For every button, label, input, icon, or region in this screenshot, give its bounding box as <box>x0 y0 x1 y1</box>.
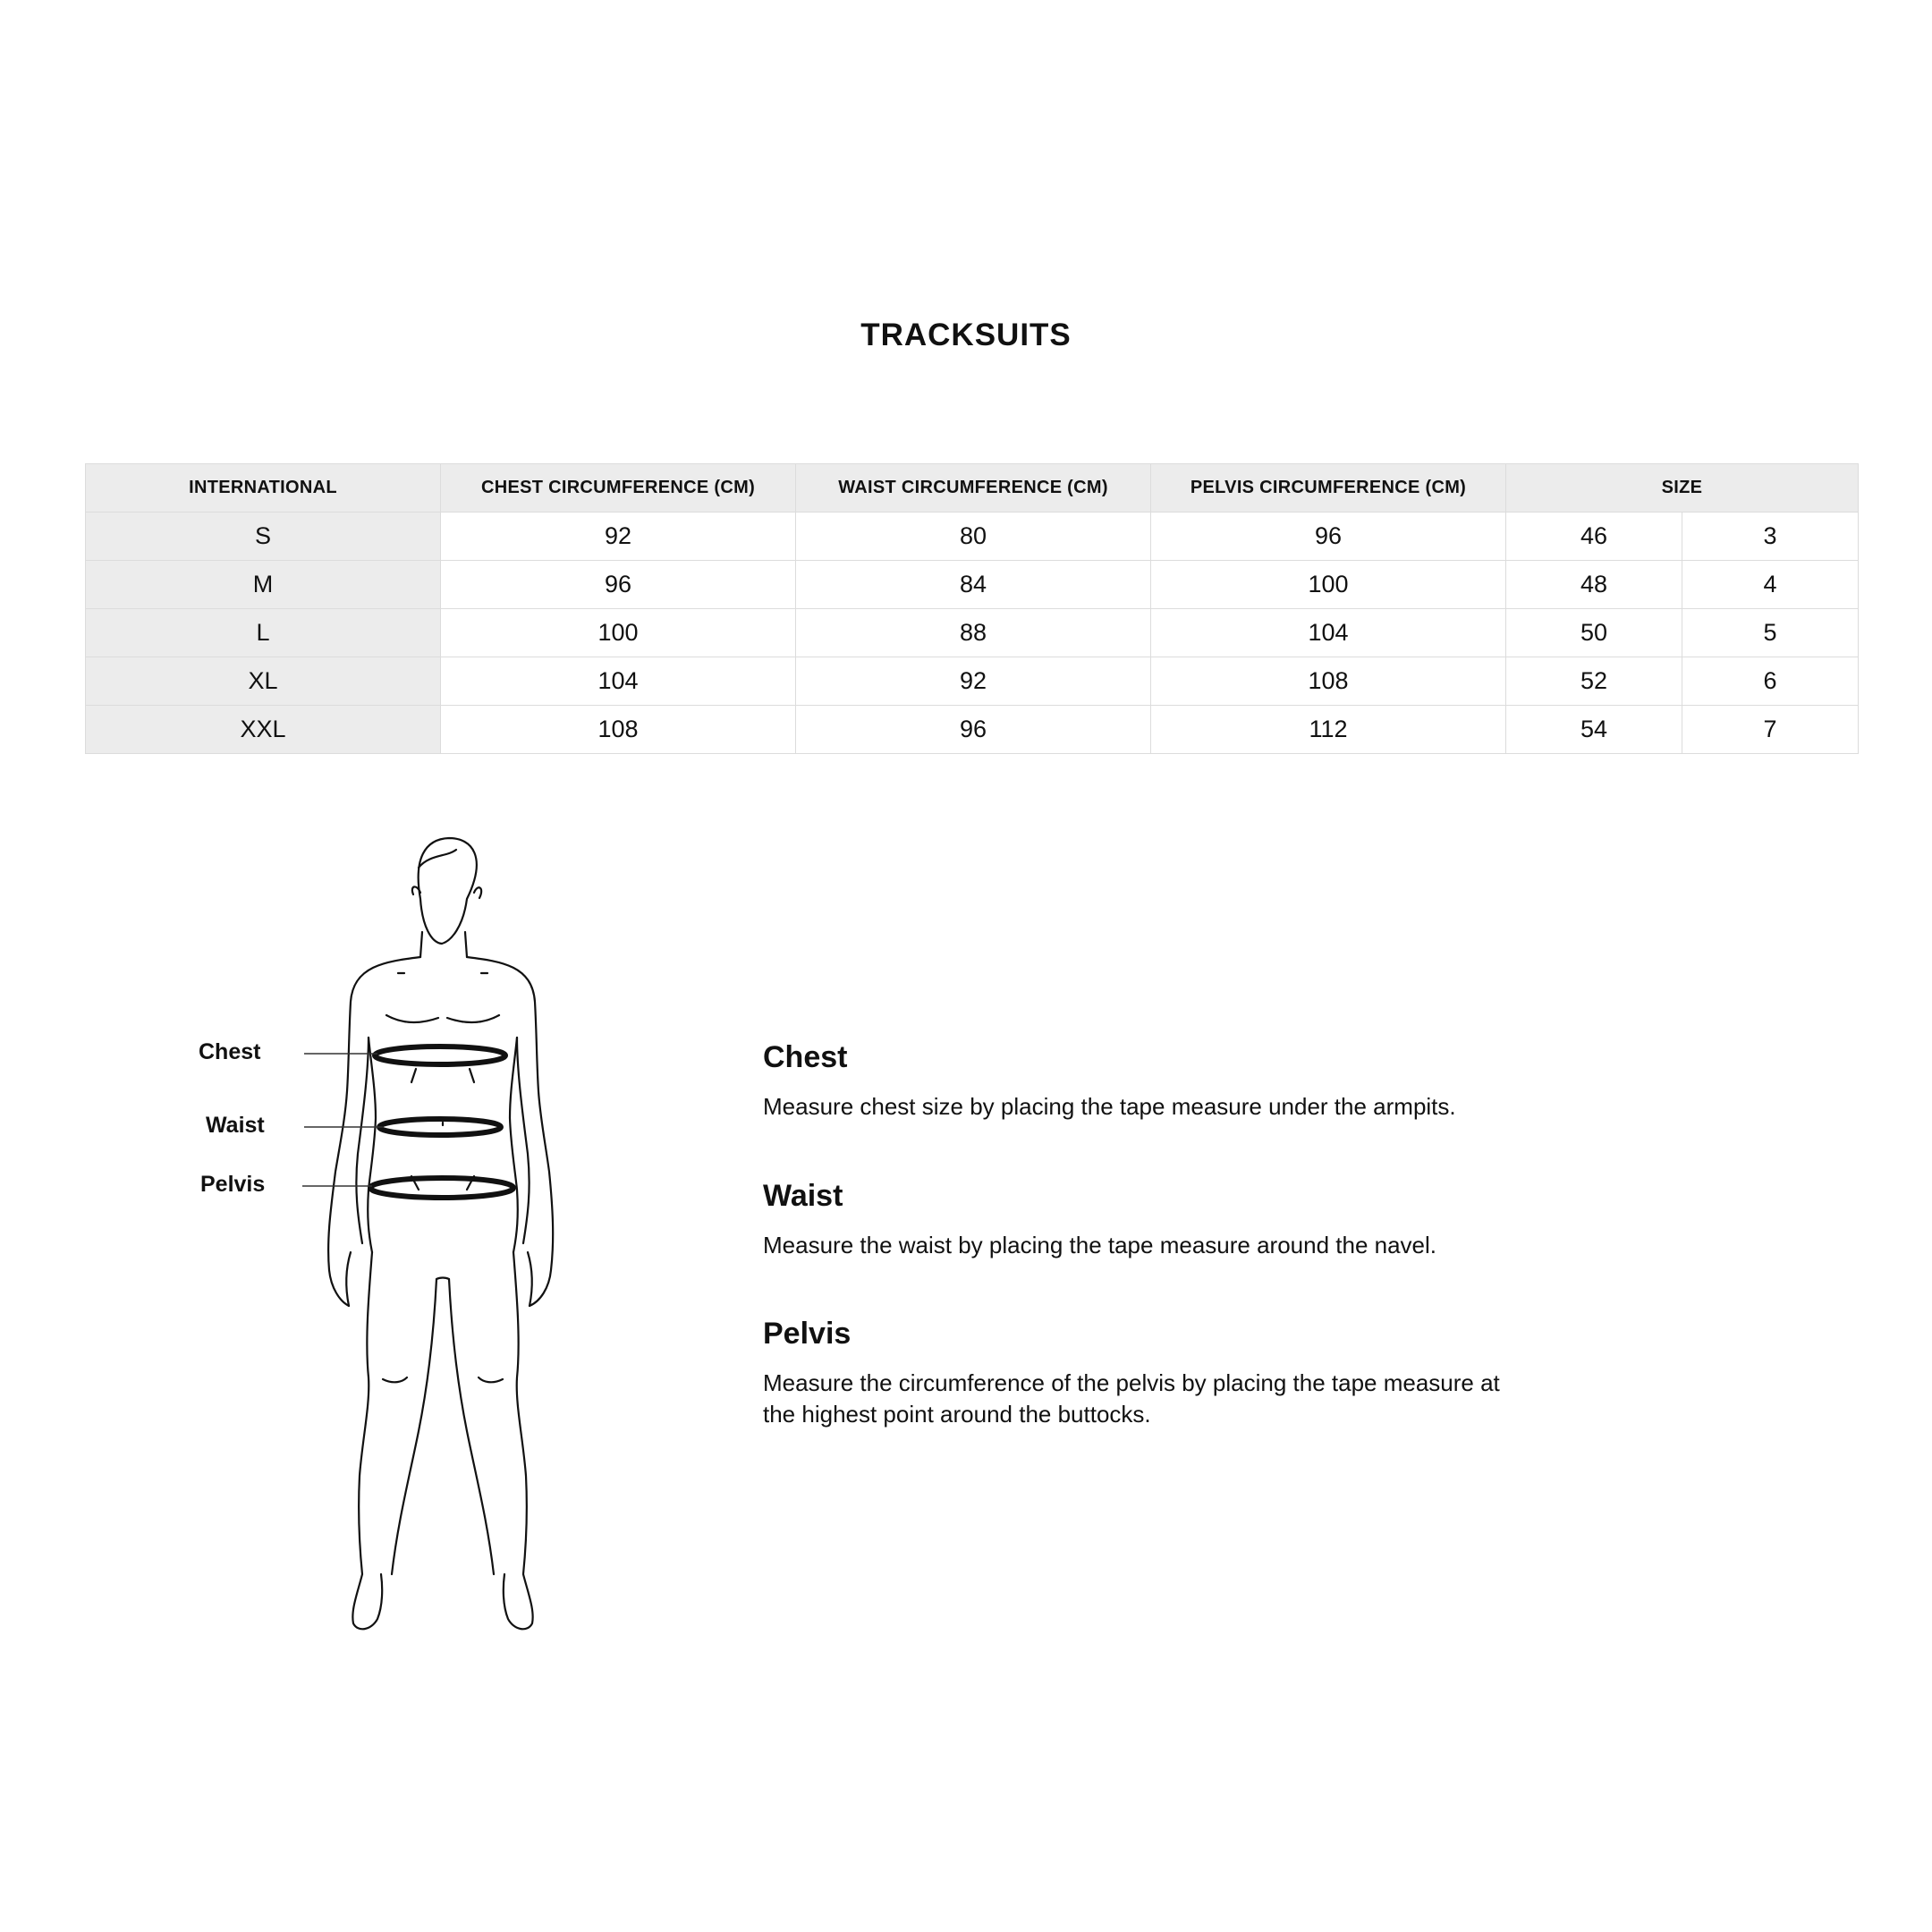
cell-size-num: 4 <box>1682 561 1859 609</box>
cell-waist: 84 <box>796 561 1151 609</box>
table-row <box>86 657 1859 706</box>
human-body-outline-icon <box>179 832 590 1637</box>
table-row <box>86 513 1859 561</box>
table-row <box>86 706 1859 754</box>
cell-international: S <box>86 513 441 561</box>
table-header-row <box>86 464 1859 513</box>
table-row <box>86 561 1859 609</box>
cell-international: L <box>86 609 441 657</box>
cell-chest: 108 <box>441 706 796 754</box>
cell-pelvis: 112 <box>1151 706 1506 754</box>
waist-description <box>763 1179 1657 1261</box>
pelvis-description <box>763 1317 1532 1430</box>
header-pelvis: PELVIS CIRCUMFERENCE (CM) <box>1151 464 1506 513</box>
cell-pelvis: 108 <box>1151 657 1506 706</box>
cell-size-num: 3 <box>1682 513 1859 561</box>
header-size: SIZE <box>1506 464 1859 513</box>
chest-heading: Chest <box>763 1040 848 1074</box>
cell-chest: 104 <box>441 657 796 706</box>
cell-waist: 88 <box>796 609 1151 657</box>
cell-size-num: 5 <box>1682 609 1859 657</box>
cell-size-num: 7 <box>1682 706 1859 754</box>
chest-description <box>763 1040 1657 1123</box>
cell-international: XL <box>86 657 441 706</box>
cell-size-eu: 54 <box>1506 706 1682 754</box>
table-row <box>86 609 1859 657</box>
pelvis-text: Measure the circumference of the pelvis by placing the tape measure at the highest point around the buttocks. <box>763 1369 1500 1428</box>
chest-text: Measure chest size by placing the tape measure under the armpits. <box>763 1093 1456 1120</box>
cell-chest: 100 <box>441 609 796 657</box>
cell-waist: 80 <box>796 513 1151 561</box>
cell-waist: 92 <box>796 657 1151 706</box>
figure-label-pelvis: Pelvis <box>200 1172 266 1197</box>
cell-size-eu: 48 <box>1506 561 1682 609</box>
cell-size-eu: 46 <box>1506 513 1682 561</box>
cell-pelvis: 104 <box>1151 609 1506 657</box>
cell-international: XXL <box>86 706 441 754</box>
size-chart-table <box>85 463 1859 754</box>
cell-international: M <box>86 561 441 609</box>
page-title: TRACKSUITS <box>860 318 1072 352</box>
pelvis-heading: Pelvis <box>763 1317 852 1351</box>
figure-label-waist: Waist <box>206 1113 265 1138</box>
cell-pelvis: 100 <box>1151 561 1506 609</box>
figure-label-chest: Chest <box>199 1039 261 1064</box>
cell-size-eu: 50 <box>1506 609 1682 657</box>
header-waist: WAIST CIRCUMFERENCE (CM) <box>796 464 1151 513</box>
header-chest: CHEST CIRCUMFERENCE (CM) <box>441 464 796 513</box>
header-international: INTERNATIONAL <box>86 464 441 513</box>
cell-chest: 92 <box>441 513 796 561</box>
cell-pelvis: 96 <box>1151 513 1506 561</box>
cell-size-eu: 52 <box>1506 657 1682 706</box>
cell-waist: 96 <box>796 706 1151 754</box>
cell-size-num: 6 <box>1682 657 1859 706</box>
waist-heading: Waist <box>763 1179 843 1213</box>
body-measurement-figure <box>179 832 590 1637</box>
cell-chest: 96 <box>441 561 796 609</box>
waist-text: Measure the waist by placing the tape measure around the navel. <box>763 1232 1437 1258</box>
